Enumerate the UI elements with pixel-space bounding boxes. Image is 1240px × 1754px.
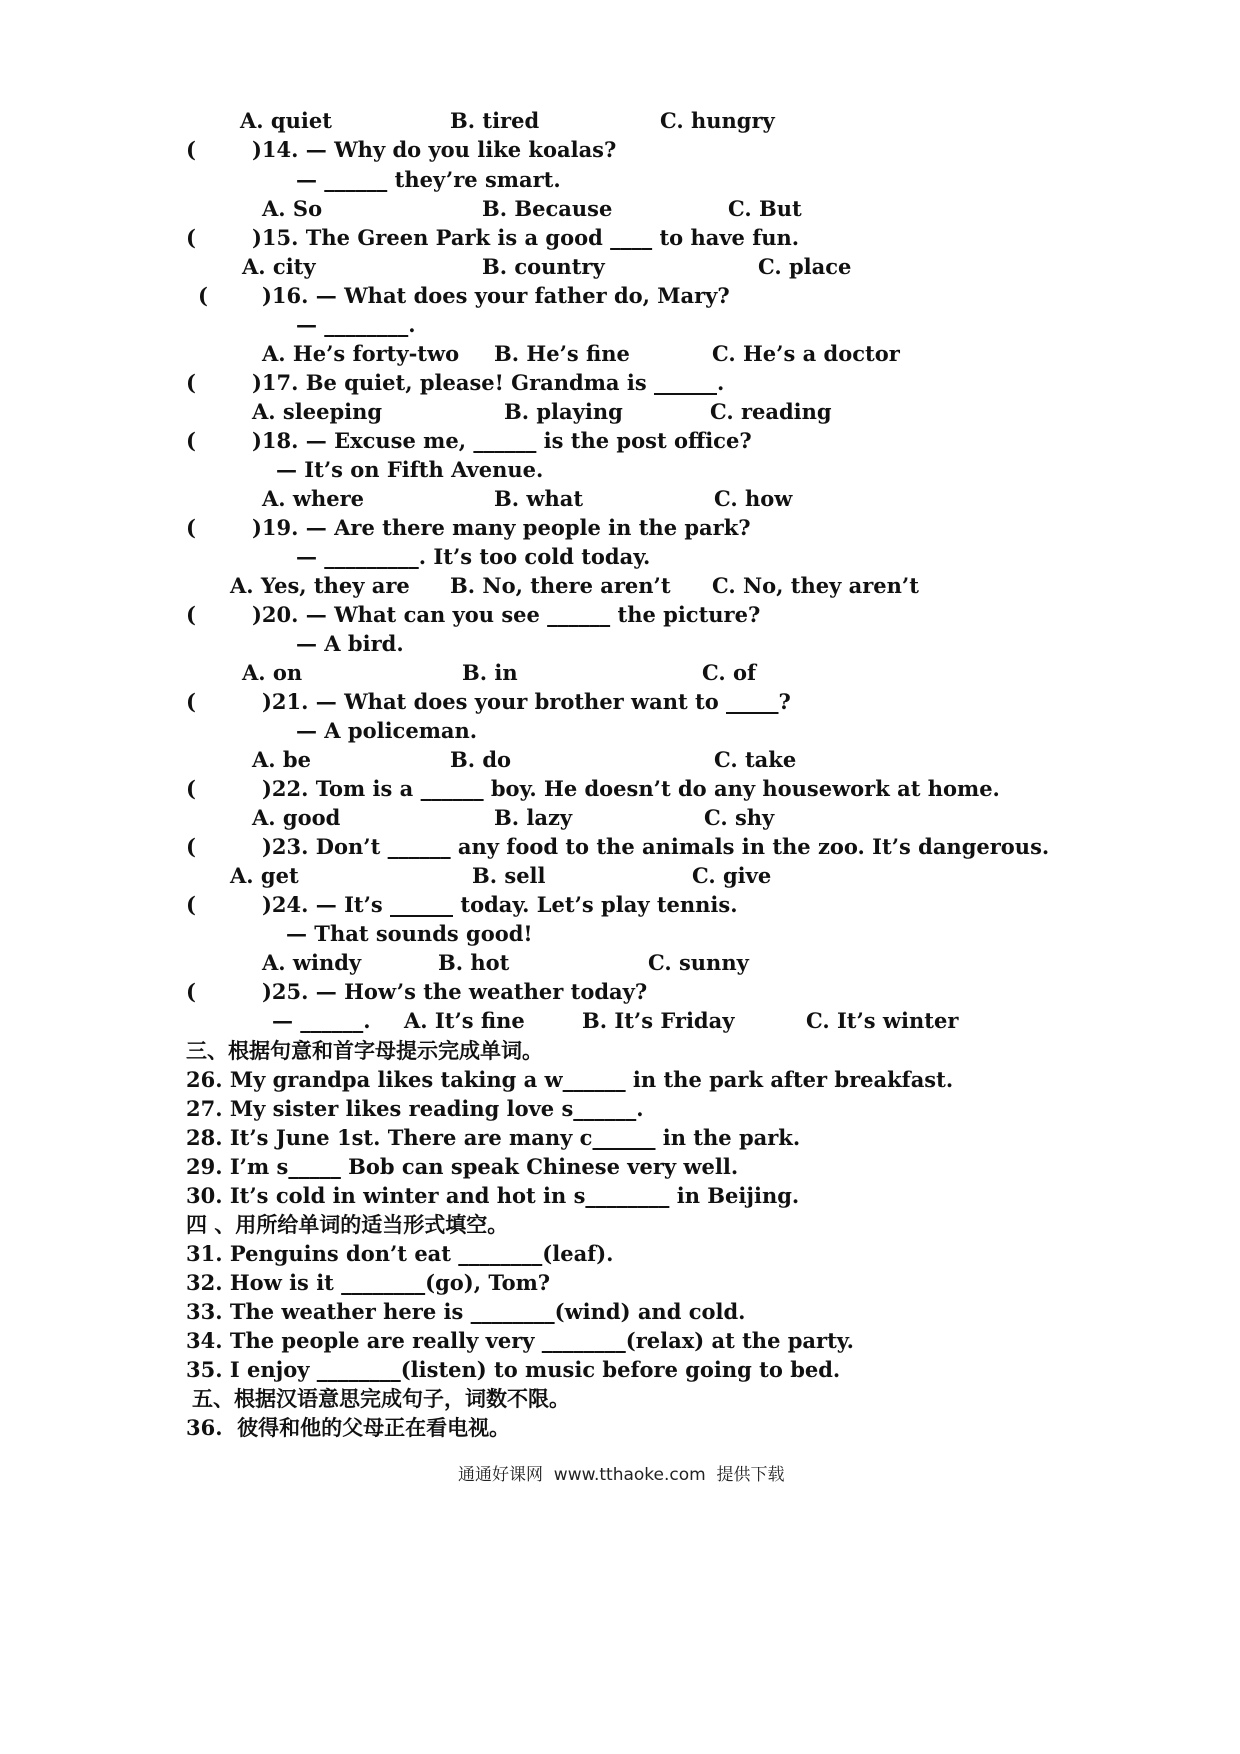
answer-paren: ( [186,515,196,540]
question-17: )17. Be quiet, please! Grandma is ______. [252,370,725,395]
question-19-answer: — _________. It’s too cold today. [296,544,651,569]
option-b: B. He’s fine [494,341,630,366]
fill-item-28: 28. It’s June 1st. There are many c______ in the park. [186,1125,801,1150]
question-15: )15. The Green Park is a good ____ to have fun. [252,225,800,250]
fill-item-29: 29. I’m s_____ Bob can speak Chinese very well. [186,1154,739,1179]
option-c: C. how [714,486,793,511]
option-b: B. It’s Friday [582,1008,735,1033]
option-c: C. of [702,660,757,685]
question-25-answer: — ______. [272,1008,371,1033]
answer-paren: ( [186,776,196,801]
form-item-31: 31. Penguins don’t eat ________(leaf). [186,1241,614,1266]
download-footer: 通通好课网 www.tthaoke.com 提供下载 [458,1465,785,1485]
question-20: )20. — What can you see ______ the picture? [252,602,761,627]
question-24-answer: — That sounds good! [286,921,533,946]
option-b: B. Because [482,196,613,221]
question-24: )24. — It’s ______ today. Let’s play tennis. [262,892,738,917]
question-16-answer: — ________. [296,312,416,337]
question-18-answer: — It’s on Fifth Avenue. [276,457,544,482]
answer-paren: ( [186,370,196,395]
question-23: )23. Don’t ______ any food to the animals in the zoo. It’s dangerous. [262,834,1050,859]
option-b: B. tired [450,108,540,133]
option-b: B. hot [438,950,510,975]
answer-paren: ( [186,689,196,714]
question-20-answer: — A bird. [296,631,404,656]
option-b: B. country [482,254,605,279]
option-b: B. what [494,486,584,511]
option-c: C. shy [704,805,775,830]
section-4-heading: 四 、用所给单词的适当形式填空。 [186,1212,509,1237]
form-item-33: 33. The weather here is ________(wind) and cold. [186,1299,746,1324]
option-c: C. No, they aren’t [712,573,919,598]
option-a: A. He’s forty-two [262,341,460,366]
option-a: A. windy [262,950,362,975]
option-b: B. sell [472,863,546,888]
option-c: C. He’s a doctor [712,341,900,366]
question-19: )19. — Are there many people in the park? [252,515,751,540]
answer-paren: ( [186,602,196,627]
answer-paren: ( [186,892,196,917]
option-c: C. hungry [660,108,775,133]
option-c: C. But [728,196,802,221]
fill-item-30: 30. It’s cold in winter and hot in s________ in Beijing. [186,1183,800,1208]
translate-item-36: 36. 彼得和他的父母正在看电视。 [186,1415,511,1440]
option-a: A. It’s fine [404,1008,525,1033]
option-b: B. playing [504,399,623,424]
question-21: )21. — What does your brother want to _____? [262,689,791,714]
answer-paren: ( [186,225,196,250]
question-25: )25. — How’s the weather today? [262,979,648,1004]
option-a: A. sleeping [252,399,383,424]
option-b: B. lazy [494,805,573,830]
option-c: C. sunny [648,950,749,975]
option-a: A. quiet [240,108,332,133]
form-item-35: 35. I enjoy ________(listen) to music before going to bed. [186,1357,841,1382]
form-item-34: 34. The people are really very ________(relax) at the party. [186,1328,854,1353]
form-item-32: 32. How is it ________(go), Tom? [186,1270,551,1295]
option-c: C. take [714,747,797,772]
question-16: )16. — What does your father do, Mary? [262,283,730,308]
option-a: A. city [242,254,316,279]
question-14-answer: — ______ they’re smart. [296,167,561,192]
option-a: A. where [262,486,365,511]
question-22: )22. Tom is a ______ boy. He doesn’t do any housework at home. [262,776,1000,801]
option-a: A. good [252,805,341,830]
fill-item-26: 26. My grandpa likes taking a w______ in the park after breakfast. [186,1067,954,1092]
answer-paren: ( [186,428,196,453]
answer-paren: ( [198,283,208,308]
option-b: B. in [462,660,518,685]
option-a: A. Yes, they are [230,573,410,598]
question-14: )14. — Why do you like koalas? [252,137,617,162]
option-c: C. place [758,254,852,279]
question-18: )18. — Excuse me, ______ is the post office? [252,428,752,453]
option-a: A. be [252,747,311,772]
option-c: C. give [692,863,772,888]
option-c: C. reading [710,399,832,424]
option-b: B. No, there aren’t [450,573,671,598]
option-b: B. do [450,747,512,772]
option-c: C. It’s winter [806,1008,959,1033]
answer-paren: ( [186,834,196,859]
fill-item-27: 27. My sister likes reading love s______. [186,1096,644,1121]
question-21-answer: — A policeman. [296,718,478,743]
section-5-heading: 五、根据汉语意思完成句子，词数不限。 [192,1386,570,1411]
option-a: A. get [230,863,299,888]
section-3-heading: 三、根据句意和首字母提示完成单词。 [186,1038,543,1063]
answer-paren: ( [186,979,196,1004]
option-a: A. So [262,196,323,221]
option-a: A. on [242,660,303,685]
answer-paren: ( [186,137,196,162]
